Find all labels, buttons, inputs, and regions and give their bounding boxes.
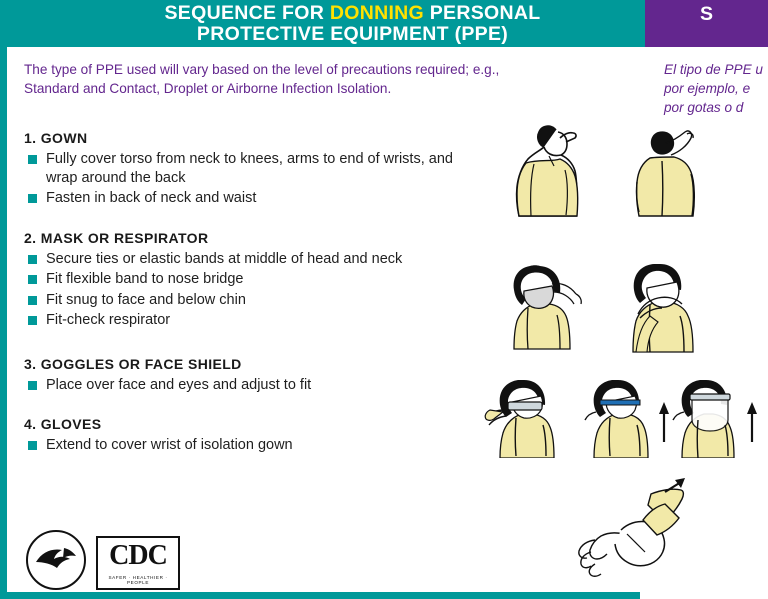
illustration-column	[470, 118, 635, 588]
list-item-label: Fit snug to face and below chin	[46, 291, 246, 308]
page-title-spanish: S	[700, 3, 714, 25]
list-item-label: Extend to cover wrist of isolation gown	[46, 437, 293, 453]
square-bullet-icon	[28, 155, 37, 164]
cdc-logo-tagline: SAFER · HEALTHIER · PEOPLE	[108, 575, 168, 585]
intro-paragraph-spanish: El tipo de PPE u por ejemplo, e por gotas o d	[664, 62, 763, 115]
square-bullet-icon	[28, 441, 37, 450]
square-bullet-icon	[28, 296, 37, 305]
square-bullet-icon	[28, 275, 37, 284]
list-item-label: Fit flexible band to nose bridge	[46, 271, 244, 287]
mask-fit-illustration	[610, 258, 725, 354]
list-item	[24, 291, 494, 310]
mask-ties-illustration	[490, 258, 610, 354]
list-item-label: Fully cover torso from neck to knees, arms to end of wrists, and wrap around the back	[46, 151, 453, 186]
list-item	[24, 150, 494, 187]
step-mask-respirator	[24, 230, 494, 330]
intro-paragraph: The type of PPE used will vary based on the level of precautions required; e.g., Standard and Contact, Droplet or Airborne Infection Isolation.	[24, 62, 500, 96]
up-arrow-icon	[659, 402, 669, 442]
list-item	[24, 189, 494, 208]
list-item	[24, 311, 494, 330]
list-item-label: Secure ties or elastic bands at middle of head and neck	[46, 250, 403, 267]
logo-group	[26, 530, 180, 590]
list-item	[24, 376, 494, 395]
title-part-pre: SEQUENCE FOR	[164, 2, 330, 24]
cdc-logo-text: CDC	[109, 540, 167, 571]
page-title	[80, 3, 625, 45]
goggles-adjust-illustration	[578, 376, 678, 458]
list-item	[24, 270, 494, 289]
step-title: 3. GOGGLES OR FACE SHIELD	[24, 355, 242, 372]
hhs-seal-icon	[26, 530, 86, 590]
step-goggles-face-shield	[24, 356, 494, 395]
step-title: 2. MASK OR RESPIRATOR	[24, 229, 209, 246]
square-bullet-icon	[28, 194, 37, 203]
step-gloves	[24, 416, 494, 455]
square-bullet-icon	[28, 381, 37, 390]
step-gown	[24, 130, 494, 208]
gloves-illustration	[565, 478, 715, 588]
title-highlight: DONNING	[329, 2, 425, 24]
square-bullet-icon	[28, 255, 37, 264]
list-item-label: Place over face and eyes and adjust to fit	[46, 376, 312, 393]
list-item-label: Fasten in back of neck and waist	[46, 190, 257, 206]
cdc-logo	[96, 536, 180, 590]
face-shield-illustration	[670, 376, 768, 458]
step-title: 4. GLOVES	[24, 416, 102, 432]
list-item	[24, 436, 494, 455]
step-title: 1. GOWN	[24, 130, 88, 146]
hhs-bird-glyph	[34, 544, 78, 576]
up-arrow-icon	[747, 402, 757, 442]
gown-back-illustration	[620, 120, 725, 220]
steps-list	[24, 130, 494, 472]
gown-front-illustration	[500, 118, 610, 218]
square-bullet-icon	[28, 316, 37, 325]
title-line-two: PROTECTIVE EQUIPMENT (PPE)	[196, 23, 509, 45]
goggles-place-illustration	[480, 376, 585, 458]
list-item	[24, 250, 494, 269]
title-part-post: PERSONAL	[424, 2, 541, 24]
list-item-label: Fit-check respirator	[46, 312, 171, 328]
